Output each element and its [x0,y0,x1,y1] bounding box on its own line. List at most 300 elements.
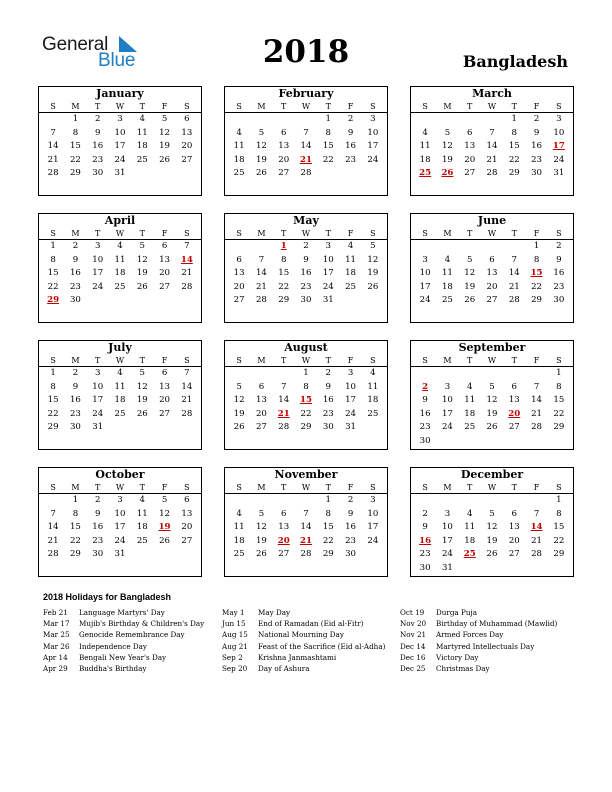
day-cell: 30 [69,295,81,306]
empty-day-cell [525,494,547,508]
day-cell: 25 [233,549,245,560]
day-cell: 1 [533,241,540,251]
holiday-date: Dec 16 [400,652,426,662]
weekday-header: S [50,102,56,111]
day-cell: 14 [47,522,59,533]
day-cell: 7 [50,127,56,138]
holiday-name: Martyred Intellectuals Day [436,641,535,651]
day-cell: 4 [236,127,242,138]
holiday-row [43,641,204,652]
holiday-date: Nov 20 [400,619,427,629]
holiday-day-cell: 29 [47,295,60,306]
holiday-date: Sep 2 [222,652,243,662]
empty-day-cell [481,113,503,127]
day-cell: 15 [322,522,334,533]
weekday-header: T [325,229,331,238]
holiday-name: Day of Ashura [258,663,310,673]
day-cell: 12 [486,395,498,406]
weekday-header: M [443,102,452,111]
day-cell: 25 [136,535,148,546]
weekday-header: T [467,356,473,365]
day-cell: 12 [255,522,267,533]
weekday-header: F [347,483,354,492]
day-cell: 16 [531,141,543,152]
day-cell: 13 [181,127,193,138]
day-cell: 3 [94,241,101,251]
day-cell: 13 [486,268,498,279]
weekday-header: W [301,483,311,492]
weekday-header: S [236,356,242,365]
weekday-header: S [236,102,242,111]
day-cell: 20 [464,154,476,165]
day-cell: 30 [419,435,431,446]
day-cell: 13 [181,508,193,519]
weekday-header: S [184,356,190,365]
holiday-day-cell: 19 [158,522,171,533]
day-cell: 17 [367,141,379,152]
holiday-date: Dec 14 [400,641,426,651]
day-cell: 13 [255,395,267,406]
day-cell: 14 [531,395,543,406]
weekday-header: S [50,229,56,238]
day-cell: 3 [444,508,451,519]
day-cell: 1 [325,495,332,505]
day-cell: 21 [47,154,59,165]
day-cell: 13 [464,141,476,152]
day-cell: 31 [553,168,565,179]
day-cell: 7 [280,381,287,392]
day-cell: 1 [325,114,332,124]
day-cell: 5 [258,127,265,138]
holiday-column [400,607,557,674]
holiday-day-cell: 26 [441,168,454,179]
weekday-header: T [281,229,287,238]
holiday-day-cell: 21 [300,535,312,546]
day-cell: 10 [419,268,431,279]
month-title: February [278,87,334,100]
empty-day-cell [295,113,317,127]
day-cell: 27 [278,549,290,560]
day-cell: 7 [533,381,540,392]
day-cell: 2 [533,114,540,124]
day-cell: 25 [114,408,126,419]
day-cell: 4 [370,368,376,378]
day-cell: 18 [136,141,148,152]
day-cell: 11 [233,141,245,152]
calendar-year-title: 2018 [262,34,350,70]
day-cell: 26 [255,168,267,179]
holiday-date: Nov 21 [400,630,427,640]
day-cell: 16 [345,522,357,533]
weekday-header: S [370,356,376,365]
weekday-header: M [257,483,266,492]
day-cell: 25 [233,168,245,179]
weekday-header: W [301,229,311,238]
day-cell: 5 [466,254,473,265]
holiday-name: Christmas Day [436,663,490,673]
day-cell: 16 [322,395,334,406]
empty-day-cell [503,494,525,508]
weekday-header: F [161,483,168,492]
day-cell: 24 [367,154,379,165]
empty-day-cell [295,494,317,508]
weekday-header: W [487,102,497,111]
day-cell: 6 [236,254,242,265]
day-cell: 27 [486,295,498,306]
empty-day-cell [481,494,503,508]
day-cell: 6 [489,254,495,265]
day-cell: 27 [464,168,476,179]
holiday-list-title: 2018 Holidays for Bangladesh [43,592,172,602]
holiday-row [400,641,557,652]
day-cell: 30 [553,295,565,306]
day-cell: 10 [553,127,565,138]
weekday-header: S [556,356,562,365]
day-cell: 27 [255,422,267,433]
weekday-header: S [370,229,376,238]
day-cell: 4 [422,127,428,138]
day-cell: 20 [181,522,193,533]
empty-day-cell [273,494,295,508]
day-cell: 24 [345,408,357,419]
empty-day-cell [481,367,503,381]
month-title: July [108,341,132,354]
weekday-header: T [511,229,517,238]
day-cell: 4 [444,254,451,265]
day-cell: 27 [159,281,171,292]
day-cell: 21 [531,408,543,419]
day-cell: 28 [181,408,193,419]
holiday-date: Sep 20 [222,663,248,673]
day-cell: 19 [367,268,379,279]
day-cell: 30 [92,549,104,560]
day-cell: 3 [556,114,562,124]
day-cell: 16 [419,408,431,419]
weekday-header: F [347,356,354,365]
holiday-day-cell: 25 [463,549,476,560]
holiday-day-cell: 2 [422,381,429,392]
empty-day-cell [414,240,436,254]
day-cell: 24 [114,154,126,165]
holiday-day-cell: 20 [508,408,521,419]
day-cell: 25 [136,154,148,165]
day-cell: 28 [300,168,312,179]
day-cell: 1 [50,241,56,251]
day-cell: 15 [553,395,565,406]
day-cell: 5 [489,508,495,519]
day-cell: 12 [159,508,171,519]
day-cell: 26 [486,549,498,560]
holiday-row [43,629,204,640]
month-march [410,86,574,196]
day-cell: 20 [159,395,171,406]
holiday-row [222,641,385,652]
day-cell: 26 [464,295,476,306]
weekday-header: F [347,102,354,111]
holiday-date: Mar 17 [43,619,70,629]
month-october [38,467,202,577]
holiday-column [43,607,204,674]
day-cell: 3 [370,114,376,124]
day-cell: 7 [303,127,309,138]
day-cell: 1 [556,368,562,378]
day-cell: 20 [181,141,193,152]
day-cell: 23 [322,408,334,419]
day-cell: 22 [322,154,334,165]
holiday-date: Feb 21 [43,608,68,617]
day-cell: 4 [117,241,123,251]
day-cell: 10 [322,254,334,265]
day-cell: 11 [464,395,476,406]
day-cell: 1 [303,368,309,378]
day-cell: 13 [159,381,171,392]
day-cell: 15 [508,141,520,152]
day-cell: 2 [422,508,428,519]
empty-day-cell [228,494,250,508]
day-cell: 23 [531,154,543,165]
day-cell: 31 [114,549,126,560]
day-cell: 25 [367,408,379,419]
weekday-header: S [236,483,242,492]
day-cell: 7 [50,508,56,519]
holiday-row [400,652,557,663]
day-cell: 31 [114,168,126,179]
weekday-header: F [533,102,540,111]
weekday-header: F [533,483,540,492]
empty-day-cell [459,113,481,127]
day-cell: 21 [508,281,520,292]
day-cell: 16 [92,141,104,152]
empty-day-cell [250,494,272,508]
day-cell: 6 [511,381,518,392]
weekday-header: F [161,229,168,238]
month-september [410,340,574,450]
day-cell: 28 [508,295,520,306]
day-cell: 11 [114,381,126,392]
day-cell: 19 [255,535,267,546]
day-cell: 5 [489,381,495,392]
weekday-header: T [281,102,287,111]
weekday-header: M [71,229,80,238]
day-cell: 13 [508,522,520,533]
day-cell: 9 [94,508,101,519]
holiday-day-cell: 15 [300,395,312,406]
day-cell: 3 [117,495,123,505]
day-cell: 8 [533,254,540,265]
day-cell: 29 [300,422,312,433]
day-cell: 11 [345,254,357,265]
day-cell: 19 [486,408,498,419]
day-cell: 8 [556,508,562,519]
day-cell: 2 [556,241,562,251]
weekday-header: S [184,483,190,492]
holiday-row [43,652,204,663]
weekday-header: T [325,356,331,365]
day-cell: 6 [258,381,265,392]
day-cell: 13 [278,141,290,152]
weekday-header: T [511,356,517,365]
weekday-header: M [443,483,452,492]
day-cell: 2 [347,495,354,505]
day-cell: 24 [553,154,565,165]
day-cell: 3 [422,254,428,265]
day-cell: 29 [278,295,290,306]
holiday-name: Buddha's Birthday [79,663,147,673]
holiday-name: Language Martyrs' Day [79,608,165,617]
day-cell: 29 [47,422,59,433]
day-cell: 11 [419,141,431,152]
day-cell: 23 [345,154,357,165]
day-cell: 3 [444,381,451,392]
day-cell: 18 [345,268,357,279]
day-cell: 4 [466,381,473,392]
month-november [224,467,388,577]
day-cell: 8 [325,127,332,138]
empty-day-cell [503,367,525,381]
weekday-header: T [325,102,331,111]
day-cell: 4 [347,241,354,251]
day-cell: 14 [278,395,290,406]
weekday-header: T [467,483,473,492]
month-june [410,213,574,323]
day-cell: 2 [72,368,79,378]
day-cell: 10 [345,381,357,392]
day-cell: 16 [69,395,81,406]
month-title: August [284,341,328,354]
day-cell: 26 [136,281,148,292]
day-cell: 9 [303,254,309,265]
day-cell: 30 [69,422,81,433]
day-cell: 31 [92,422,104,433]
day-cell: 5 [258,508,265,519]
weekday-header: W [487,356,497,365]
day-cell: 9 [347,508,354,519]
holiday-row [222,618,385,629]
weekday-header: T [467,102,473,111]
day-cell: 25 [464,422,476,433]
day-cell: 22 [553,535,565,546]
holiday-name: Bengali New Year's Day [79,652,167,662]
holiday-day-cell: 15 [530,268,543,279]
day-cell: 11 [367,381,379,392]
day-cell: 9 [325,381,332,392]
day-cell: 10 [92,381,104,392]
empty-day-cell [436,113,458,127]
day-cell: 15 [322,141,334,152]
day-cell: 7 [184,368,190,378]
day-cell: 8 [556,381,562,392]
day-cell: 6 [280,508,287,519]
day-cell: 1 [556,495,562,505]
month-title: October [95,468,145,481]
empty-day-cell [525,367,547,381]
day-cell: 1 [72,114,79,124]
empty-day-cell [503,240,525,254]
holiday-column [222,607,385,674]
day-cell: 17 [114,522,126,533]
day-cell: 20 [233,281,245,292]
day-cell: 18 [464,408,476,419]
day-cell: 28 [278,422,290,433]
month-january [38,86,202,196]
day-cell: 4 [117,368,123,378]
day-cell: 1 [50,368,56,378]
day-cell: 10 [441,395,453,406]
day-cell: 23 [419,549,431,560]
day-cell: 10 [367,508,379,519]
day-cell: 27 [278,168,290,179]
day-cell: 30 [322,422,334,433]
months-grid [38,86,576,582]
day-cell: 7 [303,508,309,519]
day-cell: 19 [159,141,171,152]
day-cell: 17 [322,268,334,279]
day-cell: 29 [69,549,81,560]
holiday-name: End of Ramadan (Eid al-Fitr) [258,619,364,629]
day-cell: 5 [161,114,168,124]
day-cell: 12 [159,127,171,138]
month-april [38,213,202,323]
weekday-header: T [281,356,287,365]
empty-day-cell [250,113,272,127]
day-cell: 24 [92,281,104,292]
day-cell: 23 [300,281,312,292]
month-february [224,86,388,196]
weekday-header: F [533,229,540,238]
weekday-header: W [115,102,125,111]
day-cell: 28 [531,549,543,560]
month-may [224,213,388,323]
empty-day-cell [414,113,436,127]
weekday-header: S [184,102,190,111]
weekday-header: M [257,356,266,365]
day-cell: 31 [322,295,334,306]
weekday-header: T [511,483,517,492]
day-cell: 26 [255,549,267,560]
day-cell: 7 [184,241,190,251]
month-title: April [104,214,136,227]
weekday-header: S [422,102,428,111]
day-cell: 11 [233,522,245,533]
holiday-date: Apr 14 [43,652,68,662]
day-cell: 8 [72,127,79,138]
empty-day-cell [42,494,64,508]
holiday-day-cell: 14 [530,522,543,533]
day-cell: 24 [441,549,453,560]
weekday-header: T [95,229,101,238]
weekday-header: T [139,102,145,111]
day-cell: 4 [139,495,146,505]
day-cell: 2 [347,114,354,124]
month-title: December [460,468,524,481]
day-cell: 8 [511,127,518,138]
day-cell: 8 [50,381,56,392]
day-cell: 1 [511,114,518,124]
month-july [38,340,202,450]
month-title: January [96,87,144,100]
day-cell: 6 [280,127,287,138]
day-cell: 19 [464,281,476,292]
day-cell: 19 [441,154,453,165]
empty-day-cell [481,240,503,254]
weekday-header: W [115,229,125,238]
day-cell: 3 [370,495,376,505]
weekday-header: S [236,229,242,238]
day-cell: 27 [181,535,193,546]
empty-day-cell [436,240,458,254]
day-cell: 3 [94,368,101,378]
weekday-header: T [139,483,145,492]
